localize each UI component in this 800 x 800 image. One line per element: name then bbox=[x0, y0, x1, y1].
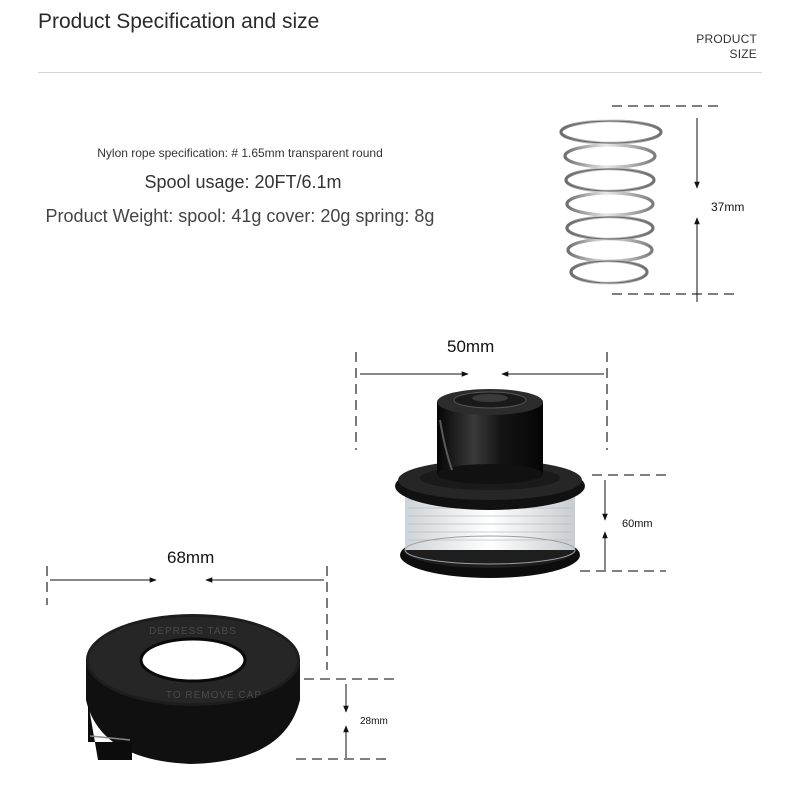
spool-width-label: 50mm bbox=[447, 337, 495, 356]
cover-embossed-top: DEPRESS TABS bbox=[149, 626, 237, 637]
corner-label-line2: SIZE bbox=[729, 47, 757, 61]
cover-height-label: 28mm bbox=[360, 716, 388, 727]
corner-label-line1: PRODUCT bbox=[696, 32, 757, 46]
cover-image bbox=[86, 614, 300, 764]
spec-nylon-rope: Nylon rope specification: # 1.65mm transparent round bbox=[97, 146, 383, 160]
spec-product-weight: Product Weight: spool: 41g cover: 20g spring: 8g bbox=[45, 206, 435, 226]
spool-image bbox=[395, 389, 585, 578]
page-title: Product Specification and size bbox=[38, 10, 320, 33]
cover-width-label: 68mm bbox=[167, 548, 215, 567]
spring-height-label: 37mm bbox=[711, 200, 745, 214]
spool-height-label: 60mm bbox=[622, 518, 653, 530]
spring-image bbox=[561, 121, 661, 283]
cover-embossed-bottom: TO REMOVE CAP bbox=[165, 690, 263, 701]
spec-spool-usage: Spool usage: 20FT/6.1m bbox=[144, 172, 342, 192]
